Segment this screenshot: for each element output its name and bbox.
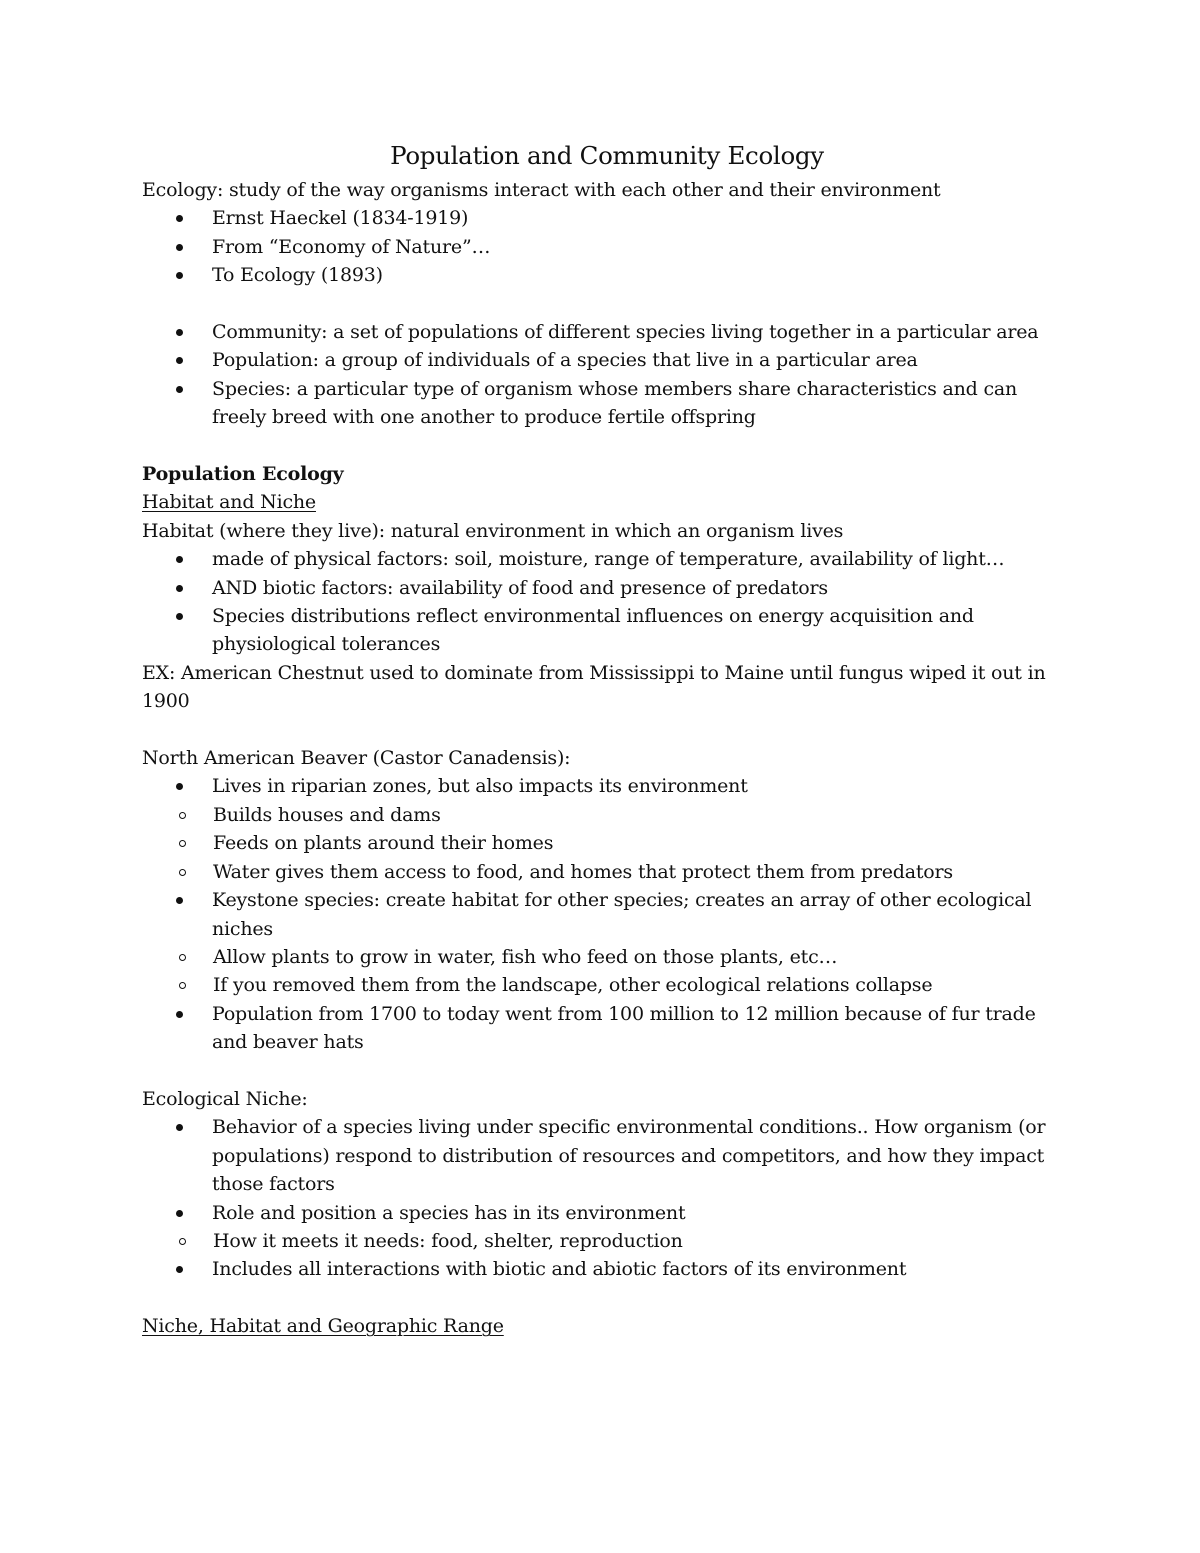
terms-bullet-list <box>142 318 1072 432</box>
bullet-icon <box>176 244 183 251</box>
spacer <box>142 1284 1072 1312</box>
hollow-bullet-icon <box>179 812 186 819</box>
bullet-icon <box>176 783 183 790</box>
ecology-definition: Ecology: study of the way organisms interact with each other and their environment <box>142 179 941 201</box>
list-item: Lives in riparian zones, but also impacts its environment <box>142 772 1072 800</box>
sub-list-item: If you removed them from the landscape, other ecological relations collapse <box>142 971 1072 999</box>
bullet-icon <box>176 386 183 393</box>
sub-list-item: Allow plants to grow in water, fish who feed on those plants, etc… <box>142 943 1072 971</box>
hollow-bullet-icon <box>179 1238 186 1245</box>
spacer <box>142 716 1072 744</box>
chestnut-example: EX: American Chestnut used to dominate from Mississippi to Maine until fungus wiped it out in 1900 <box>142 661 1046 713</box>
bullet-icon <box>176 897 183 904</box>
hollow-bullet-icon <box>179 840 186 847</box>
list-item: Species: a particular type of organism whose members share characteristics and can freely breed with one another to produce fertile offspring <box>142 375 1072 432</box>
bullet-icon <box>176 613 183 620</box>
beaver-sub-list-1 <box>142 801 1072 886</box>
sub-list-item: How it meets it needs: food, shelter, reproduction <box>142 1227 1072 1255</box>
bullet-icon <box>176 215 183 222</box>
bullet-icon <box>176 357 183 364</box>
list-item: From “Economy of Nature”… <box>142 233 1072 261</box>
niche-heading: Ecological Niche: <box>142 1087 308 1110</box>
final-subheading: Niche, Habitat and Geographic Range <box>142 1315 504 1338</box>
beaver-sub-list-2 <box>142 943 1072 1000</box>
list-item: Species distributions reflect environmental influences on energy acquisition and physiological tolerances <box>142 602 1072 659</box>
list-item: Population: a group of individuals of a species that live in a particular area <box>142 346 1072 374</box>
list-item: Keystone species: create habitat for other species; creates an array of other ecological niches <box>142 886 1072 943</box>
list-item: Ernst Haeckel (1834-1919) <box>142 204 1072 232</box>
document-body <box>142 136 1072 1341</box>
list-item: Community: a set of populations of different species living together in a particular area <box>142 318 1072 346</box>
section-heading-population-ecology: Population Ecology <box>142 463 344 486</box>
list-item: Behavior of a species living under specific environmental conditions.. How organism (or populations) respond to distribution of resources and competitors, and how they impact those factors <box>142 1113 1072 1198</box>
document-title: Population and Community Ecology <box>390 141 824 170</box>
spacer <box>142 432 1072 460</box>
subheading-habitat-and-niche: Habitat and Niche <box>142 491 316 514</box>
bullet-icon <box>176 585 183 592</box>
list-item: Includes all interactions with biotic and abiotic factors of its environment <box>142 1255 1072 1283</box>
niche-bullet-list <box>142 1113 1072 1283</box>
bullet-icon <box>176 1124 183 1131</box>
list-item: Population from 1700 to today went from 100 million to 12 million because of fur trade and beaver hats <box>142 1000 1072 1057</box>
sub-list-item: Builds houses and dams <box>142 801 1072 829</box>
niche-sub-list <box>142 1227 1072 1255</box>
intro-bullet-list <box>142 204 1072 289</box>
hollow-bullet-icon <box>179 954 186 961</box>
list-item: To Ecology (1893) <box>142 261 1072 289</box>
spacer <box>142 290 1072 318</box>
list-item: AND biotic factors: availability of food and presence of predators <box>142 574 1072 602</box>
hollow-bullet-icon <box>179 869 186 876</box>
sub-list-item: Water gives them access to food, and homes that protect them from predators <box>142 858 1072 886</box>
bullet-icon <box>176 1011 183 1018</box>
bullet-icon <box>176 272 183 279</box>
habitat-definition: Habitat (where they live): natural environment in which an organism lives <box>142 519 844 542</box>
bullet-icon <box>176 329 183 336</box>
list-item: Role and position a species has in its environment <box>142 1199 1072 1227</box>
bullet-icon <box>176 1210 183 1217</box>
sub-list-item: Feeds on plants around their homes <box>142 829 1072 857</box>
bullet-icon <box>176 1266 183 1273</box>
habitat-bullet-list <box>142 545 1072 659</box>
hollow-bullet-icon <box>179 982 186 989</box>
spacer <box>142 1057 1072 1085</box>
bullet-icon <box>176 556 183 563</box>
beaver-bullet-list <box>142 772 1072 1056</box>
list-item: made of physical factors: soil, moisture, range of temperature, availability of light… <box>142 545 1072 573</box>
beaver-heading: North American Beaver (Castor Canadensis): <box>142 747 571 770</box>
